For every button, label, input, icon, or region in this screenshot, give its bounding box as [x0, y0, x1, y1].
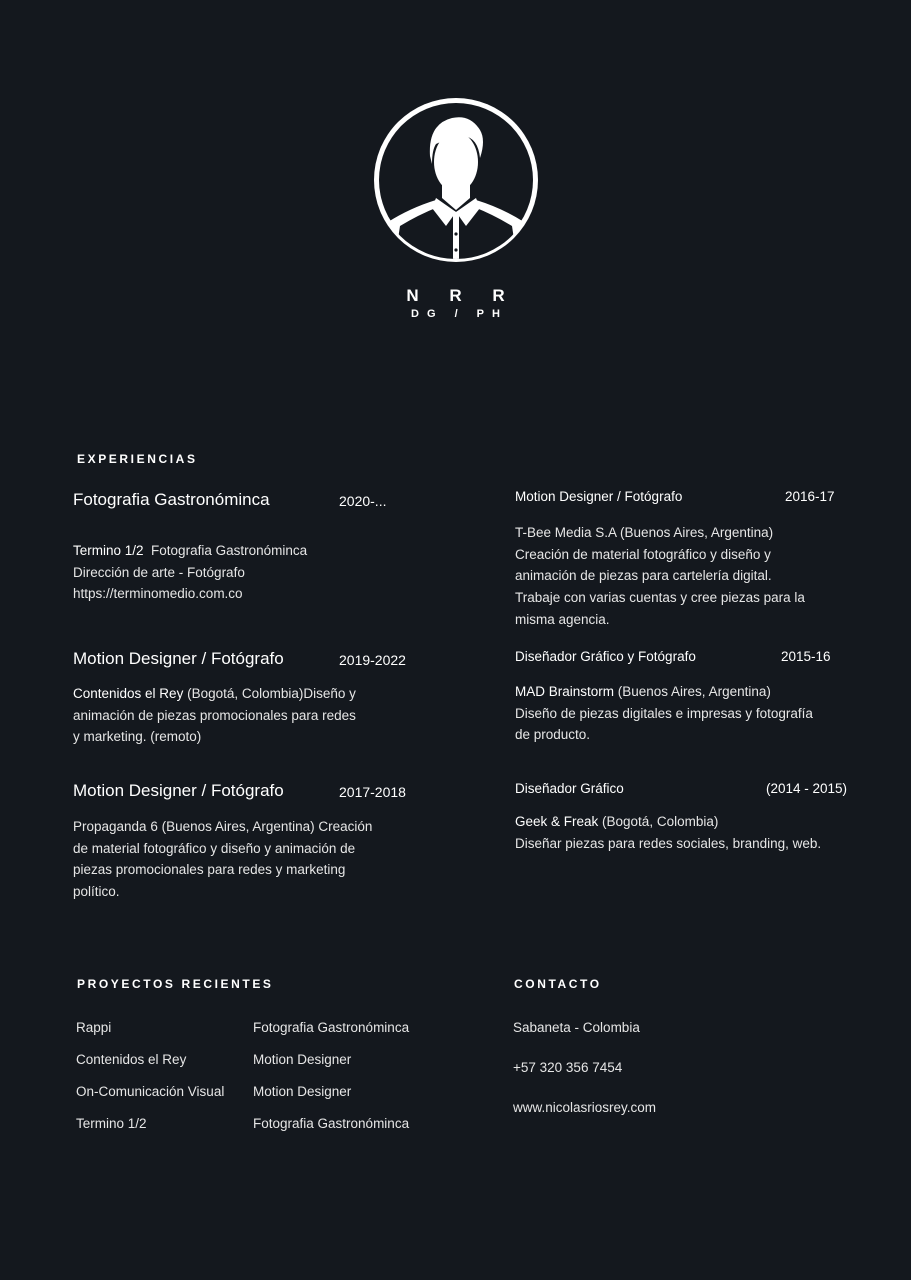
exp-3-title: Motion Designer / Fotógrafo — [73, 781, 284, 800]
exp-6-title: Diseñador Gráfico — [515, 781, 624, 796]
name-subtitle: DG / PH — [411, 308, 508, 320]
exp-6-years: (2014 - 2015) — [766, 781, 848, 796]
avatar — [370, 94, 542, 266]
exp-5-years: 2015-16 — [781, 649, 831, 664]
project-type: Fotografia Gastronóminca — [253, 1116, 410, 1131]
name-title: N R R — [406, 286, 518, 305]
exp-5-description: MAD Brainstorm (Buenos Aires, Argentina) Diseño de piezas digitales e impresas y fotografía de producto. — [515, 684, 813, 743]
project-client: On-Comunicación Visual — [76, 1084, 225, 1099]
exp-1-company: Termino 1/2 — [73, 543, 144, 558]
project-client: Contenidos el Rey — [76, 1052, 187, 1067]
exp-6-description: Geek & Freak (Bogotá, Colombia) Diseñar piezas para redes sociales, branding, web. — [515, 814, 822, 851]
exp-4-title: Motion Designer / Fotógrafo — [515, 489, 683, 504]
exp-4-years: 2016-17 — [785, 489, 835, 504]
exp-5-company: MAD Brainstorm — [515, 684, 615, 699]
project-type: Motion Designer — [253, 1052, 352, 1067]
project-client: Termino 1/2 — [76, 1116, 147, 1131]
exp-1-years: 2020-... — [339, 493, 387, 509]
exp-6-company: Geek & Freak — [515, 814, 599, 829]
project-type: Motion Designer — [253, 1084, 352, 1099]
exp-2-description: Contenidos el Rey (Bogotá, Colombia)Diseño y animación de piezas promocionales para redes y marketing. (remoto) — [73, 686, 356, 745]
contact-location: Sabaneta - Colombia — [513, 1020, 640, 1035]
exp-1-title: Fotografia Gastronóminca — [73, 490, 270, 509]
person-silhouette-icon — [370, 94, 542, 266]
exp-2-years: 2019-2022 — [339, 652, 406, 668]
exp-4-description: T-Bee Media S.A (Buenos Aires, Argentina) Creación de material fotográfico y diseño y animación de piezas para cartelería digital. Trabaje con varias cuentas y cree piezas para la misma agencia. — [515, 525, 805, 627]
experience-heading: EXPERIENCIAS — [77, 452, 198, 466]
exp-2-company: Contenidos el Rey — [73, 686, 184, 701]
contact-phone[interactable]: +57 320 356 7454 — [513, 1060, 623, 1075]
exp-3-description: Propaganda 6 (Buenos Aires, Argentina) Creación de material fotográfico y diseño y animación de piezas promocionales para redes y marketing político. — [73, 819, 373, 900]
exp-2-title: Motion Designer / Fotógrafo — [73, 649, 284, 668]
exp-1-link[interactable]: https://terminomedio.com.co — [73, 586, 243, 602]
contact-website[interactable]: www.nicolasriosrey.com — [513, 1100, 657, 1115]
project-client: Rappi — [76, 1020, 112, 1035]
exp-1-description: Termino 1/2 Fotografia Gastronóminca Dirección de arte - Fotógrafo https://terminomedio.com.co — [73, 540, 393, 605]
project-type: Fotografia Gastronóminca — [253, 1020, 410, 1035]
contact-heading: CONTACTO — [514, 977, 602, 991]
projects-heading: PROYECTOS RECIENTES — [77, 977, 274, 991]
exp-5-title: Diseñador Gráfico y Fotógrafo — [515, 649, 696, 664]
exp-3-years: 2017-2018 — [339, 784, 406, 800]
